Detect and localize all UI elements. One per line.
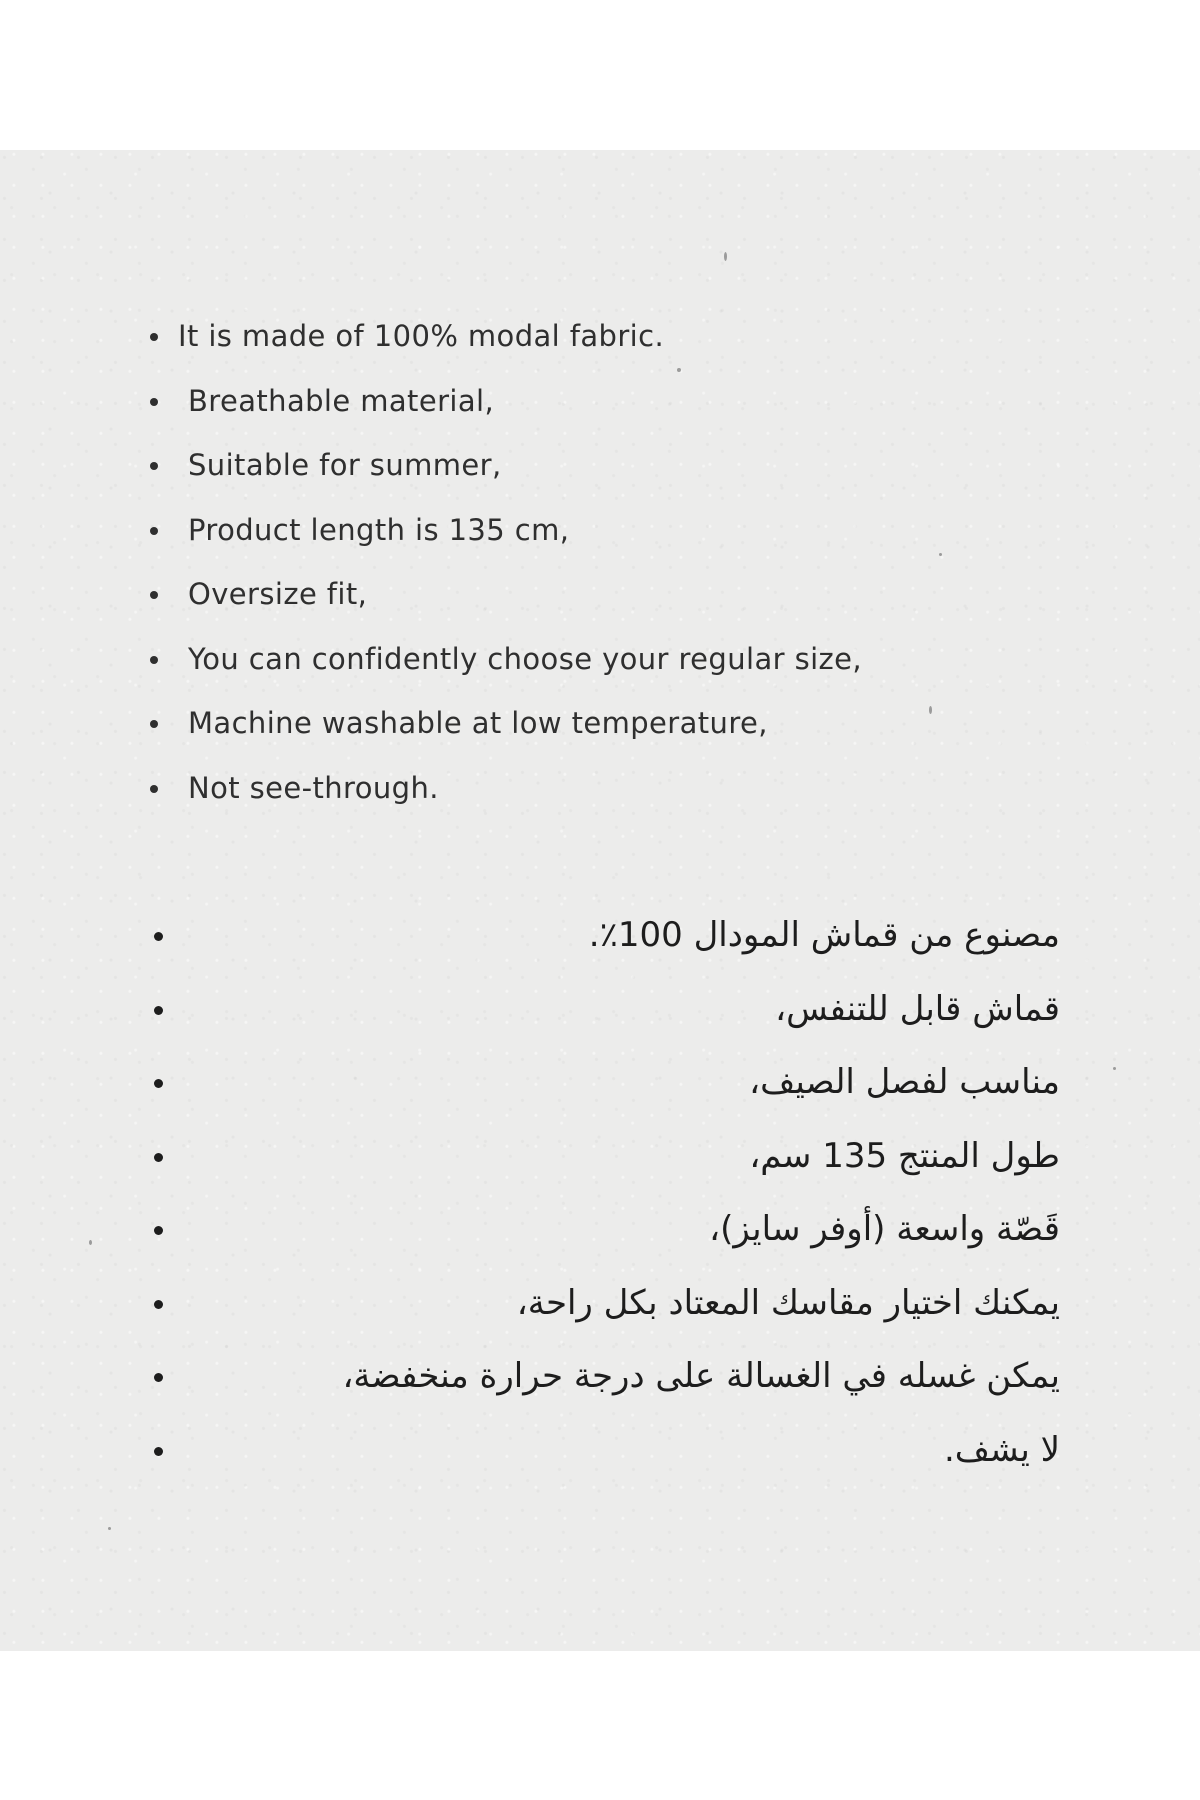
bullet-icon	[154, 1006, 163, 1015]
bullet-icon	[150, 527, 158, 535]
english-feature-item	[150, 691, 1050, 756]
arabic-feature-text: يمكن غسله في الغسالة على درجة حرارة منخفضة،	[342, 1356, 1060, 1396]
bullet-icon	[154, 1447, 163, 1456]
english-feature-item	[150, 562, 1050, 627]
bullet-icon	[150, 720, 158, 728]
arabic-feature-text: لا يشف.	[944, 1429, 1060, 1470]
arabic-feature-item	[150, 899, 1060, 973]
arabic-feature-item	[150, 1267, 1060, 1341]
arabic-feature-item	[150, 1340, 1060, 1414]
arabic-feature-text: مناسب لفصل الصيف،	[749, 1062, 1060, 1102]
english-feature-item	[150, 627, 1050, 692]
arabic-feature-item	[150, 1193, 1060, 1267]
paper-speck	[89, 1240, 92, 1245]
bullet-icon	[154, 1226, 163, 1235]
english-feature-text: You can confidently choose your regular size,	[188, 641, 863, 676]
english-feature-text: Not see-through.	[188, 770, 439, 805]
arabic-feature-item	[150, 1414, 1060, 1488]
arabic-feature-text: قَصّة واسعة (أوفر سايز)،	[709, 1209, 1060, 1249]
english-feature-list	[150, 304, 1050, 820]
arabic-feature-list	[150, 899, 1060, 1487]
bullet-icon	[150, 591, 158, 599]
arabic-feature-item	[150, 1046, 1060, 1120]
english-feature-item	[150, 498, 1050, 563]
english-feature-item	[150, 756, 1050, 821]
paper-speck	[108, 1527, 111, 1530]
english-feature-item	[150, 369, 1050, 434]
paper-speck	[1113, 1067, 1116, 1070]
arabic-feature-text: يمكنك اختيار مقاسك المعتاد بكل راحة،	[516, 1282, 1060, 1323]
english-feature-item	[150, 433, 1050, 498]
arabic-feature-text: مصنوع من قماش المودال 100٪.	[588, 915, 1060, 955]
english-feature-text: Product length is 135 cm,	[188, 512, 570, 547]
paper-speck	[724, 252, 727, 261]
arabic-feature-item	[150, 973, 1060, 1047]
english-feature-text: Suitable for summer,	[188, 448, 502, 482]
bullet-icon	[154, 1153, 163, 1162]
arabic-feature-text: قماش قابل للتنفس،	[775, 988, 1060, 1029]
bullet-icon	[154, 1079, 163, 1088]
arabic-feature-item	[150, 1120, 1060, 1194]
bullet-icon	[150, 398, 158, 406]
bullet-icon	[150, 462, 158, 470]
bullet-icon	[154, 1373, 163, 1382]
english-feature-text: Breathable material,	[188, 383, 495, 418]
bullet-icon	[154, 932, 163, 941]
english-feature-text: Oversize fit,	[188, 577, 368, 611]
english-feature-text: Machine washable at low temperature,	[188, 706, 768, 740]
bullet-icon	[154, 1300, 163, 1309]
english-feature-item	[150, 304, 1050, 369]
arabic-feature-text: طول المنتج 135 سم،	[749, 1135, 1060, 1176]
bullet-icon	[150, 656, 158, 664]
english-feature-text: It is made of 100% modal fabric.	[178, 319, 665, 353]
bullet-icon	[150, 785, 158, 793]
bullet-icon	[150, 333, 158, 341]
